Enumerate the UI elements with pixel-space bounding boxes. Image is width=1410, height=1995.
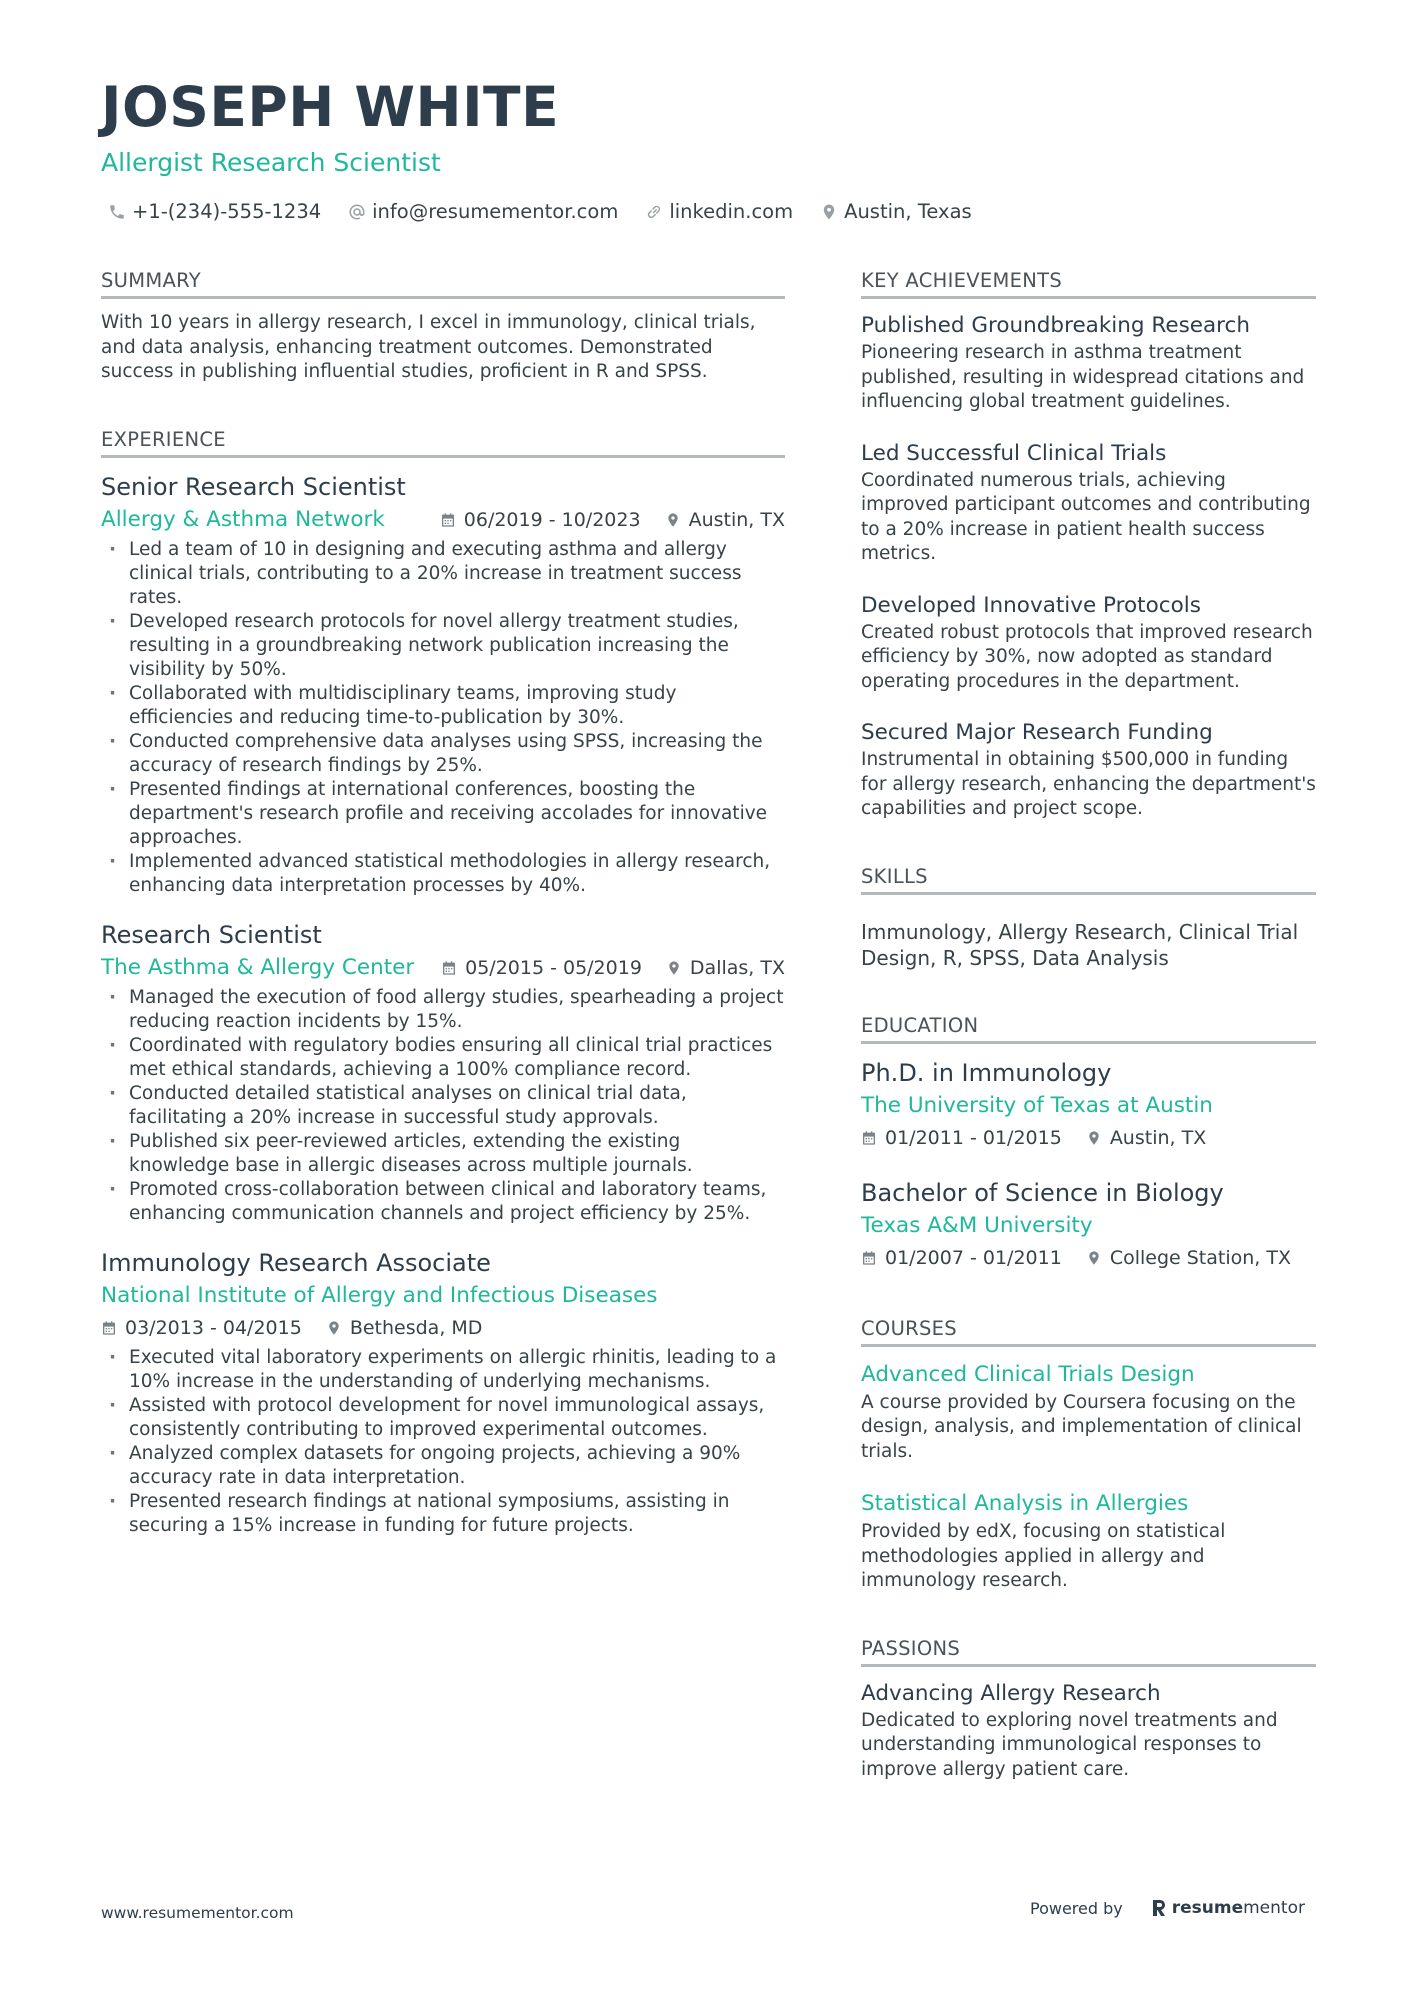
- education-dates: [861, 1122, 1062, 1154]
- contact-linkedin[interactable]: [645, 200, 793, 224]
- education-location: [1086, 1122, 1206, 1154]
- job-entry: [101, 470, 785, 898]
- achievement-desc: Coordinated numerous trials, achieving improved participant outcomes and contributing to a 20% increase in patient health success metrics.: [861, 469, 1311, 564]
- achievement-item: [861, 439, 1316, 567]
- job-company: National Institute of Allergy and Infectious Diseases: [101, 1282, 658, 1308]
- achievement-desc: Created robust protocols that improved research efficiency by 30%, now adopted as standard operating procedures in the department.: [861, 621, 1313, 692]
- powered-by-text: Powered by: [1030, 1898, 1123, 1918]
- courses-heading: COURSES: [861, 1314, 1316, 1347]
- location-pin-icon: [665, 512, 681, 528]
- course-title: Statistical Analysis in Allergies: [861, 1491, 1189, 1516]
- job-location: [326, 1312, 483, 1344]
- job-dates-text: 05/2015 - 05/2019: [465, 956, 642, 979]
- job-bullet: · Published six peer-reviewed articles, extending the existing knowledge base in allergic diseases across multiple journals.: [101, 1130, 785, 1178]
- experience-section: [101, 425, 785, 1538]
- education-dates-text: 01/2007 - 01/2011: [885, 1246, 1062, 1269]
- passions-heading: PASSIONS: [861, 1634, 1316, 1667]
- education-school: Texas A&M University: [861, 1212, 1093, 1238]
- footer-website-link[interactable]: www.resumementor.com: [101, 1904, 294, 1922]
- education-location: [1086, 1242, 1291, 1274]
- job-bullet: · Presented findings at international conferences, boosting the department's research profile and receiving accolades for innovative approaches.: [101, 778, 785, 850]
- job-bullet: · Led a team of 10 in designing and executing asthma and allergy clinical trials, contributing to a 20% increase in treatment success rates.: [101, 538, 785, 610]
- achievement-title: Published Groundbreaking Research: [861, 313, 1250, 338]
- skills-section: [861, 862, 1316, 971]
- passions-section: [861, 1634, 1316, 1783]
- location-pin-icon: [820, 203, 838, 221]
- courses-section: [861, 1314, 1316, 1594]
- education-location-text: College Station, TX: [1109, 1246, 1291, 1269]
- job-location: [665, 504, 785, 536]
- education-dates-text: 01/2011 - 01/2015: [885, 1126, 1062, 1149]
- achievement-title: Secured Major Research Funding: [861, 720, 1213, 745]
- summary-text: With 10 years in allergy research, I excel in immunology, clinical trials, and data analysis, enhancing treatment outcomes. Demonstrated success in publishing influential studies, proficient in R and SPSS.: [101, 312, 756, 382]
- location-pin-icon: [1086, 1250, 1102, 1266]
- contact-phone-text: +1-(234)-555-1234: [132, 200, 322, 223]
- contact-email-text: info@resumementor.com: [372, 200, 619, 223]
- passion-title: Advancing Allergy Research: [861, 1680, 1161, 1706]
- location-pin-icon: [666, 960, 682, 976]
- achievement-desc: Instrumental in obtaining $500,000 in funding for allergy research, enhancing the department's capabilities and project scope.: [861, 749, 1316, 819]
- job-dates: [101, 1312, 302, 1344]
- education-degree: Bachelor of Science in Biology: [861, 1178, 1224, 1207]
- job-bullet: · Assisted with protocol development for novel immunological assays, consistently contributing to improved experimental outcomes.: [101, 1394, 785, 1442]
- location-pin-icon: [1086, 1130, 1102, 1146]
- job-bullet: · Managed the execution of food allergy studies, spearheading a project reducing reaction incidents by 15%.: [101, 986, 785, 1034]
- job-location-text: Dallas, TX: [689, 956, 785, 979]
- job-bullets: [101, 1346, 785, 1538]
- job-bullet: · Collaborated with multidisciplinary teams, improving study efficiencies and reducing time-to-publication by 30%.: [101, 682, 785, 730]
- calendar-icon: [101, 1320, 117, 1336]
- link-icon: [645, 203, 663, 221]
- job-dates: [440, 504, 641, 536]
- education-item: [861, 1176, 1316, 1274]
- job-bullet: · Conducted detailed statistical analyses on clinical trial data, facilitating a 20% increase in successful study approvals.: [101, 1082, 785, 1130]
- job-bullets: [101, 986, 785, 1226]
- brand-name-light: mentor: [1243, 1898, 1305, 1918]
- job-bullet: · Developed research protocols for novel allergy treatment studies, resulting in a groundbreaking network publication increasing the visibility by 50%.: [101, 610, 785, 682]
- job-company-row: [101, 1280, 785, 1312]
- candidate-name: JOSEPH WHITE: [101, 75, 560, 139]
- contact-bar: [108, 200, 999, 224]
- job-bullet: · Coordinated with regulatory bodies ensuring all clinical trial practices met ethical standards, achieving a 100% compliance record.: [101, 1034, 785, 1082]
- course-desc: A course provided by Coursera focusing on the design, analysis, and implementation of clinical trials.: [861, 1391, 1302, 1462]
- summary-heading: SUMMARY: [101, 266, 785, 299]
- education-meta: [861, 1122, 1316, 1154]
- summary-section: [101, 266, 785, 385]
- course-desc: Provided by edX, focusing on statistical methodologies applied in allergy and immunology research.: [861, 1521, 1226, 1591]
- course-title: Advanced Clinical Trials Design: [861, 1361, 1195, 1387]
- job-title: Research Scientist: [101, 920, 322, 949]
- job-company: Allergy & Asthma Network: [101, 506, 385, 532]
- job-meta: [101, 504, 785, 536]
- education-school: The University of Texas at Austin: [861, 1092, 1213, 1118]
- achievement-title: Developed Innovative Protocols: [861, 592, 1201, 618]
- brand-logo[interactable]: [1151, 1898, 1305, 1918]
- course-item: [861, 1359, 1316, 1465]
- course-item: [861, 1488, 1316, 1594]
- education-location-text: Austin, TX: [1109, 1126, 1207, 1149]
- job-bullet: · Promoted cross-collaboration between clinical and laboratory teams, enhancing communication channels and project efficiency by 25%.: [101, 1178, 785, 1226]
- job-meta: [101, 952, 785, 984]
- calendar-icon: [440, 512, 456, 528]
- job-details: [416, 504, 785, 536]
- contact-phone[interactable]: [108, 200, 321, 224]
- job-dates-text: 06/2019 - 10/2023: [463, 508, 641, 531]
- job-location-text: Bethesda, MD: [349, 1316, 483, 1339]
- skills-text: Immunology, Allergy Research, Clinical Trial Design, R, SPSS, Data Analysis: [861, 919, 1299, 970]
- job-bullet: · Presented research findings at national symposiums, assisting in securing a 15% increase in funding for future projects.: [101, 1490, 785, 1538]
- education-details: [861, 1122, 1206, 1154]
- education-degree: Ph.D. in Immunology: [861, 1058, 1112, 1087]
- job-bullet: · Implemented advanced statistical methodologies in allergy research, enhancing data interpretation processes by 40%.: [101, 850, 785, 898]
- passion-desc: Dedicated to exploring novel treatments and understanding immunological responses to improve allergy patient care.: [861, 1709, 1278, 1780]
- left-column: [101, 266, 785, 1578]
- job-title: Immunology Research Associate: [101, 1248, 491, 1277]
- job-bullet: · Conducted comprehensive data analyses using SPSS, increasing the accuracy of research findings by 25%.: [101, 730, 785, 778]
- job-dates: [441, 952, 642, 984]
- job-location: [666, 952, 785, 984]
- email-icon: [348, 203, 366, 221]
- job-bullets: [101, 538, 785, 898]
- footer-powered-by: [1030, 1898, 1305, 1918]
- job-details: [101, 1312, 482, 1344]
- passion-item: [861, 1679, 1316, 1783]
- achievement-title: Led Successful Clinical Trials: [861, 440, 1167, 466]
- contact-location: [820, 200, 972, 224]
- job-bullet: · Analyzed complex datasets for ongoing projects, achieving a 90% accuracy rate in data interpretation.: [101, 1442, 785, 1490]
- phone-icon: [108, 203, 126, 221]
- job-meta: [101, 1312, 785, 1344]
- brand-name-bold: resume: [1171, 1898, 1244, 1918]
- job-company: The Asthma & Allergy Center: [101, 954, 415, 980]
- achievement-item: [861, 591, 1316, 695]
- achievement-item: [861, 311, 1316, 415]
- candidate-role: Allergist Research Scientist: [101, 148, 441, 177]
- job-title: Senior Research Scientist: [101, 472, 406, 501]
- right-column: [861, 266, 1316, 1822]
- education-dates: [861, 1242, 1062, 1274]
- brand-mark-icon: [1151, 1898, 1167, 1918]
- job-bullet: · Executed vital laboratory experiments on allergic rhinitis, leading to a 10% increase in the understanding of underlying mechanisms.: [101, 1346, 785, 1394]
- experience-heading: EXPERIENCE: [101, 425, 785, 458]
- education-item: [861, 1056, 1316, 1154]
- education-heading: EDUCATION: [861, 1011, 1316, 1044]
- skills-heading: SKILLS: [861, 862, 1316, 895]
- contact-location-text: Austin, Texas: [844, 200, 972, 223]
- education-section: [861, 1011, 1316, 1274]
- contact-linkedin-text: linkedin.com: [669, 200, 794, 223]
- location-pin-icon: [326, 1320, 342, 1336]
- achievement-desc: Pioneering research in asthma treatment published, resulting in widespread citations and influencing global treatment guidelines.: [861, 342, 1305, 412]
- job-entry: [101, 1246, 785, 1538]
- job-entry: [101, 918, 785, 1226]
- achievements-section: [861, 266, 1316, 822]
- education-meta: [861, 1242, 1316, 1274]
- achievements-heading: KEY ACHIEVEMENTS: [861, 266, 1316, 299]
- calendar-icon: [441, 960, 457, 976]
- education-details: [861, 1242, 1291, 1274]
- job-dates-text: 03/2013 - 04/2015: [125, 1316, 302, 1339]
- achievement-item: [861, 718, 1316, 822]
- calendar-icon: [861, 1130, 877, 1146]
- calendar-icon: [861, 1250, 877, 1266]
- contact-email[interactable]: [348, 200, 618, 224]
- job-details: [417, 952, 785, 984]
- job-location-text: Austin, TX: [688, 508, 785, 531]
